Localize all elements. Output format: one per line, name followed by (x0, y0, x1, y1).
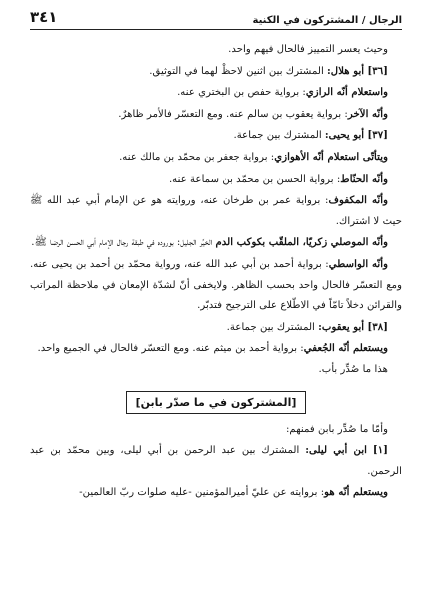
paragraph-lead: ويتأتّى استعلام أنّه الأهوازي (274, 150, 388, 163)
entry-37 (30, 125, 402, 147)
entry-name: أبو هلال: (327, 64, 365, 77)
paragraph: هذا ما صُدِّر بأب. (318, 363, 388, 375)
entry-36 (30, 61, 402, 83)
paragraph-lead: وأنّه الموصلي زكريّا، الملقّب بكوكب الدم (215, 236, 388, 249)
paragraph-lead: وأنّه المكفوف (328, 194, 388, 207)
paragraph (30, 147, 402, 169)
paragraph-lead: ويستعلم أنّه هو (324, 486, 388, 499)
body-text (30, 40, 402, 504)
entry-number: [٣٧] (367, 129, 388, 142)
entry-1 (30, 440, 402, 482)
paragraph-text: : بروايته عن عليّ أميرالمؤمنين -عليه صلوات ربّ العالمين- (79, 487, 325, 499)
entry-name: أبو يحيى: (324, 129, 365, 142)
paragraph (30, 169, 402, 191)
paragraph-text: الخيِّر الجليل: بوروده في طبقة رجال الإمام أبي الحسن الرضا ﷺ. (31, 237, 216, 249)
entry-name: ابن أبي ليلى: (305, 444, 367, 457)
entry-number: [٣٨] (367, 320, 388, 333)
section-intro: وأمّا ما صُدِّر بابن فمنهم: (285, 423, 388, 435)
paragraph-text: : برواية جعفر بن محمّد بن مالك عنه. (119, 151, 275, 163)
paragraph-text: : برواية الحسن بن محمّد بن سماعة عنه. (168, 173, 341, 185)
paragraph-text: : برواية أحمد بن أبي عبد الله عنه، ورواية محمّد بن أحمد بن يحيى عنه. ومع التعسّر فالحال واحد بحسب الظاهر. ولايخفى أنّ لشدّة الإمعان في ملاحظة المراتب والقرائن دخلاً تامّاً في الاطّلاع على الترجيح فتدبّر. (30, 258, 402, 312)
paragraph-text: : برواية حفص بن البختري عنه. (177, 87, 306, 99)
entry-text: المشترك بين جماعة. (233, 130, 325, 142)
paragraph-text: : برواية أحمد بن ميثم عنه. ومع التعسّر فالحال في الجميع واحد. (37, 343, 304, 355)
paragraph (30, 338, 402, 360)
entry-38 (30, 317, 402, 339)
paragraph-lead: وأنّه الواسطي (328, 257, 388, 270)
paragraph (30, 232, 402, 254)
paragraph (30, 254, 402, 317)
paragraph-lead: واستعلام أنّه الرازي (305, 86, 388, 99)
entry-number: [١] (372, 444, 388, 457)
paragraph-text: : برواية يعقوب بن سالم عنه. ومع التعسّر فالأمر ظاهرٌ. (118, 108, 348, 120)
entry-number: [٣٦] (367, 64, 388, 77)
paragraph (30, 82, 402, 104)
paragraph (30, 190, 402, 232)
page-number: ٣٤١ (30, 8, 58, 26)
entry-text: المشترك بين اثنين لاحظْ لهما في التوثيق. (149, 65, 328, 77)
paragraph (30, 104, 402, 126)
entry-text: المشترك بين عبد الرحمن بن أبي ليلى، وبين محمّد بن عبد الرحمن. (30, 445, 402, 477)
paragraph (30, 482, 402, 504)
paragraph-lead: وأنّه الحنّاط (340, 172, 388, 185)
paragraph-lead: وأنّه الآخر (347, 107, 388, 120)
paragraph-text: : برواية عمر بن طرخان عنه، وروايته هو عن الإمام أبي عبد الله ﷺ حيث لا اشتراك. (30, 195, 402, 227)
running-header (30, 8, 402, 30)
entry-text: المشترك بين جماعة. (226, 321, 319, 333)
section-heading: [المشتركون في ما صدّر بابن] (126, 391, 306, 414)
paragraph-lead: ويستعلم أنّه الجُعفي (303, 342, 388, 355)
running-title: الرجال / المشتركون في الكنية (252, 15, 402, 26)
paragraph: وحيث يعسر التمييز فالحال فيهم واحد. (228, 44, 388, 55)
entry-name: أبو يعقوب: (318, 320, 365, 333)
